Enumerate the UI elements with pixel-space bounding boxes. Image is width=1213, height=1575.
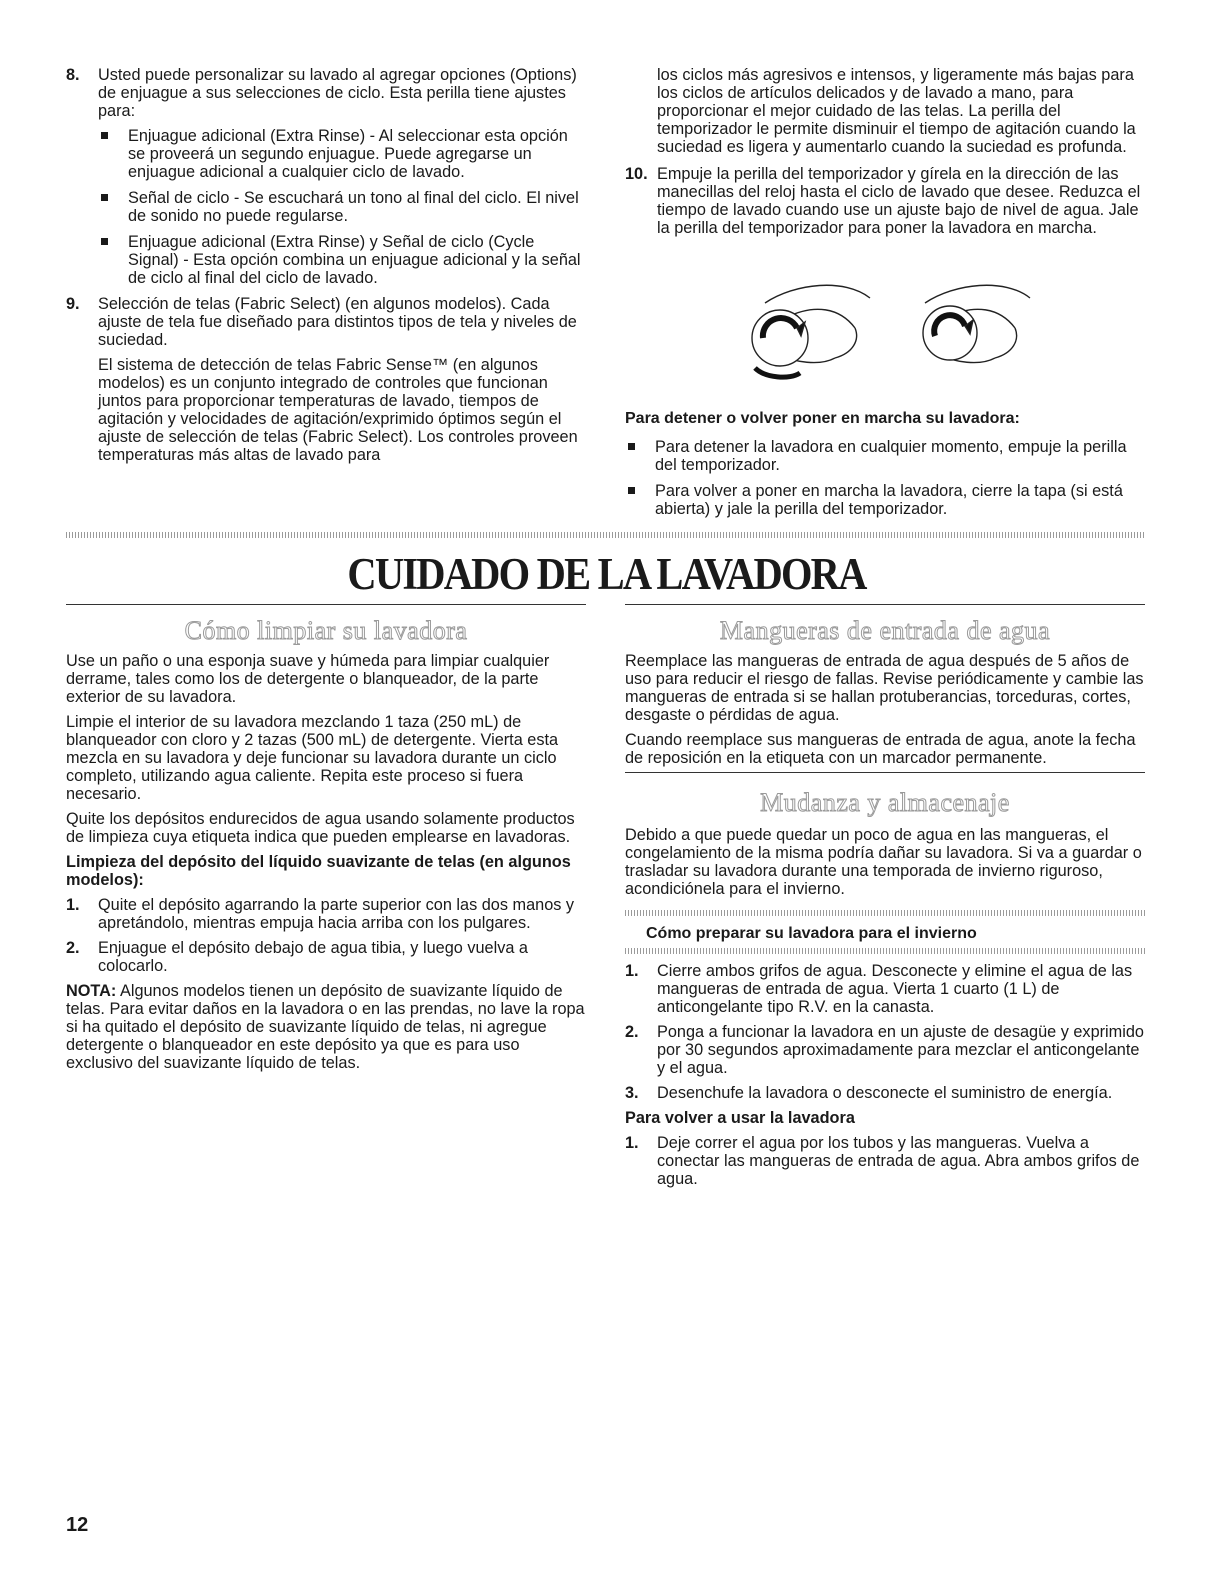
winter-steps	[625, 962, 1145, 1195]
moving-title: Mudanza y almacenaje	[760, 788, 1010, 817]
step-number: 2.	[625, 1023, 639, 1041]
bullet-text: Para detener la lavadora en cualquier momento, empuje la perilla del temporizador.	[655, 438, 1127, 474]
note-text: Algunos modelos tienen un depósito de suavizante líquido de telas. Para evitar daños en la lavadora o en las prendas, no lave la ropa si ha quitado el depósito de suavizante líquido de telas, ni agregue detergente o blanqueador en este depósito ya que es para uso exclusivo del suavizante líquido de telas.	[66, 982, 585, 1072]
step-text: Enjuague el depósito debajo de agua tibia, y luego vuelva a colocarlo.	[98, 939, 528, 975]
column-rule	[625, 604, 1145, 605]
note-label: NOTA:	[66, 982, 117, 1000]
list-item-10	[625, 165, 1145, 237]
bullet-item	[98, 233, 586, 287]
bullet-icon	[101, 238, 108, 245]
stop-section	[625, 410, 1145, 526]
bullet-item	[98, 127, 586, 181]
step-text: Quite el depósito agarrando la parte superior con las dos manos y apretándolo, mientras empuja hacia arriba con los pulgares.	[98, 896, 575, 932]
step-number: 3.	[625, 1084, 639, 1102]
moving-paragraph: Debido a que puede quedar un poco de agua en las mangueras, el congelamiento de la misma podría dañar su lavadora. Si va a guardar o trasladar su lavadora durante una temporada de invierno riguroso, acondiciónela para el invierno.	[625, 826, 1142, 898]
bullet-item	[625, 438, 1145, 474]
step-number: 2.	[66, 939, 80, 957]
step-text: Deje correr el agua por los tubos y las mangueras. Vuelva a conectar las mangueras de entrada de agua. Abra ambos grifos de agua.	[657, 1134, 1140, 1188]
main-title: CUIDADO DE LA LAVADORA	[347, 549, 866, 599]
bullet-item	[625, 482, 1145, 518]
step-item	[625, 1023, 1145, 1077]
step-text: Cierre ambos grifos de agua. Desconecte y elimine el agua de las mangueras de entrada de agua. Vierta 1 cuarto (1 L) de anticongelante tipo R.V. en la canasta.	[657, 962, 1133, 1016]
cleaning-paragraph: Limpie el interior de su lavadora mezclando 1 taza (250 mL) de blanqueador con cloro y 2 tazas (500 mL) de detergente. Vierta esta mezcla en su lavadora y deje funcionar su lavadora durante un ciclo completo, utilizando agua caliente. Repita este proceso si fuera necesario.	[66, 713, 559, 803]
hoses-paragraph: Cuando reemplace sus mangueras de entrada de agua, anote la fecha de reposición en la etiqueta con un marcador permanente.	[625, 731, 1136, 767]
step-item	[625, 962, 1145, 1016]
step-item	[66, 939, 586, 975]
cleaning-paragraph: Use un paño o una esponja suave y húmeda para limpiar cualquier derrame, tales como los de detergente o blanqueador, de la parte exterior de su lavadora.	[66, 652, 550, 706]
step-item	[66, 896, 586, 932]
continuation-text: los ciclos más agresivos e intensos, y ligeramente más bajas para los ciclos de artículos delicados y de lavado a mano, para proporcionar el mejor cuidado de las telas. La perilla del temporizador le permite disminuir el tiempo de agitación cuando la suciedad es ligera y aumentarlo cuando la suciedad es profunda.	[657, 66, 1136, 156]
cleaning-title: Cómo limpiar su lavadora	[184, 616, 468, 645]
bullet-icon	[628, 443, 635, 450]
step-number: 1.	[66, 896, 80, 914]
reuse-heading: Para volver a usar la lavadora	[625, 1109, 855, 1127]
item-text: Empuje la perilla del temporizador y gírela en la dirección de las manecillas del reloj hasta el ciclo de lavado que desee. Reduzca el tiempo de lavado cuando use un ajuste bajo de nivel de agua. Jale la perilla del temporizador para poner la lavadora en marcha.	[657, 165, 1141, 237]
section-divider	[66, 532, 1146, 538]
hand-pull-icon	[923, 285, 1030, 362]
item-text: Selección de telas (Fabric Select) (en algunos modelos). Cada ajuste de tela fue diseñado para distintos tipos de tela y niveles de suciedad.	[98, 295, 577, 349]
item-number: 8.	[66, 66, 80, 84]
bullet-icon	[628, 487, 635, 494]
item-number: 9.	[66, 295, 80, 313]
cleaning-paragraph: Quite los depósitos endurecidos de agua usando solamente productos de limpieza cuya etiqueta indica que pueden emplearse en lavadoras.	[66, 810, 575, 846]
step-text: Desenchufe la lavadora o desconecte el suministro de energía.	[657, 1084, 1113, 1102]
item-text: Usted puede personalizar su lavado al agregar opciones (Options) de enjuague a sus selecciones de ciclo. Esta perilla tiene ajustes para:	[98, 66, 577, 120]
column-rule	[625, 772, 1145, 773]
hoses-section	[625, 652, 1145, 774]
hand-push-icon	[752, 285, 870, 377]
hoses-paragraph: Reemplace las mangueras de entrada de agua después de 5 años de uso para reducir el riesgo de fallas. Revise periódicamente y cambie las mangueras de entrada si se hallan protuberancias, torceduras, cortes, desgaste o pérdidas de agua.	[625, 652, 1144, 724]
bullet-item	[98, 189, 586, 225]
step-text: Ponga a funcionar la lavadora en un ajuste de desagüe y exprimido por 30 segundos aproximadamente para mezclar el anticongelante y el agua.	[657, 1023, 1144, 1077]
stop-heading: Para detener o volver poner en marcha su lavadora:	[625, 410, 1020, 427]
item-number: 10.	[625, 165, 648, 183]
column-rule	[66, 604, 586, 605]
step-item	[625, 1084, 1145, 1102]
bullet-text: Para volver a poner en marcha la lavadora, cierre la tapa (si está abierta) y jale la perilla del temporizador.	[655, 482, 1123, 518]
moving-section	[625, 826, 1145, 905]
cleaning-section	[66, 652, 586, 1079]
hoses-title: Mangueras de entrada de agua	[719, 616, 1051, 645]
list-item-9	[66, 295, 586, 464]
bullet-text: Señal de ciclo - Se escuchará un tono al final del ciclo. El nivel de sonido no puede regularse.	[128, 189, 579, 225]
winter-divider-top	[625, 910, 1145, 916]
item-paragraph: El sistema de detección de telas Fabric Sense™ (en algunos modelos) es un conjunto integrado de controles que funcionan juntos para proporcionar temperaturas de lavado, tiempos de agitación y velocidades de agitación/exprimido óptimos según el ajuste de selección de telas (Fabric Select). Los controles proveen temperaturas más altas de lavado para	[98, 356, 578, 464]
bullet-text: Enjuague adicional (Extra Rinse) - Al seleccionar esta opción se proveerá un segundo enjuague. Puede agregarse un enjuague adicional a cualquier ciclo de lavado.	[128, 127, 568, 181]
softener-heading: Limpieza del depósito del líquido suavizante de telas (en algunos modelos):	[66, 853, 571, 889]
step-number: 1.	[625, 1134, 639, 1152]
bullet-icon	[101, 194, 108, 201]
page-number: 12	[66, 1514, 89, 1536]
timer-knob-illustration	[735, 278, 1055, 383]
list-item-8	[66, 66, 586, 287]
bullet-icon	[101, 132, 108, 139]
top-right-column	[625, 66, 1145, 244]
bullet-text: Enjuague adicional (Extra Rinse) y Señal de ciclo (Cycle Signal) - Esta opción combina un enjuague adicional y la señal de ciclo al final del ciclo de lavado.	[128, 233, 581, 287]
winter-divider-bottom	[625, 948, 1145, 954]
step-item	[625, 1134, 1145, 1188]
step-number: 1.	[625, 962, 639, 980]
note-paragraph	[66, 982, 586, 1072]
top-left-column	[66, 66, 586, 471]
winter-heading: Cómo preparar su lavadora para el invierno	[646, 925, 977, 942]
